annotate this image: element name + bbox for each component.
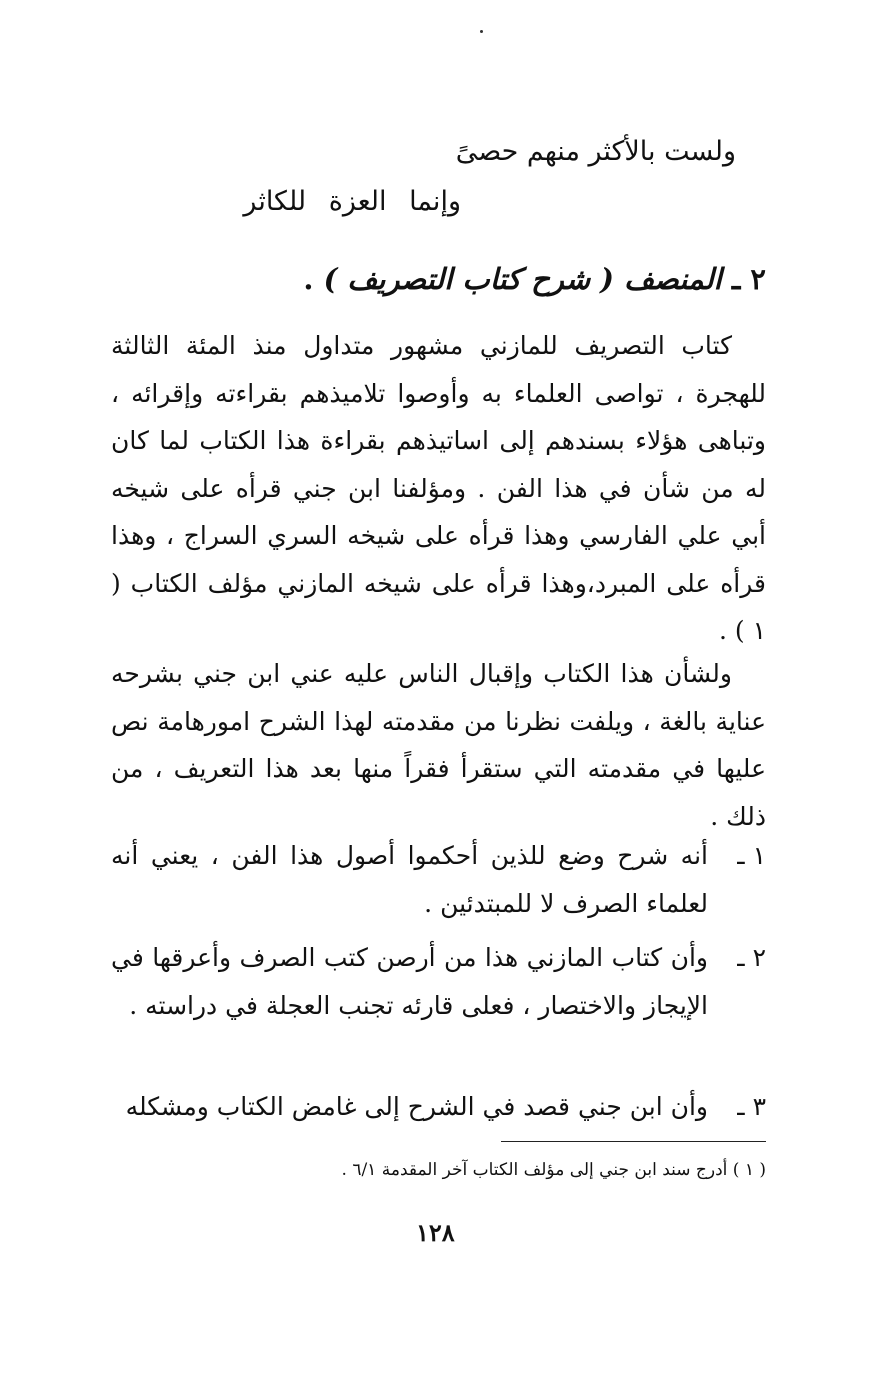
list-item	[111, 832, 766, 927]
footnote-divider	[501, 1141, 766, 1142]
list-item	[111, 1083, 766, 1131]
footnote: ( ١ ) أدرج سند ابن جني إلى مؤلف الكتاب آخر المقدمة ٦/١ .	[341, 1160, 766, 1180]
section-number: ٢ ـ	[731, 262, 766, 296]
verse-line-2: وإنما العزة للكاثر	[243, 186, 461, 217]
list-item-number: ١ ـ	[737, 841, 766, 870]
list-item	[111, 934, 766, 1029]
paragraph-2: ولشأن هذا الكتاب وإقبال الناس عليه عني ابن جني بشرحه عناية بالغة ، ويلفت نظرنا من مقدمته لهذا الشرح امورهامة نص عليها في مقدمته التي ستقرأ فقراً منها بعد هذا التعريف ، من ذلك .	[111, 659, 766, 831]
section-heading	[303, 262, 766, 296]
section-end-dot: .	[303, 262, 314, 296]
list-item-number: ٣ ـ	[737, 1092, 766, 1121]
list-item-text: وأن كتاب المازني هذا من أرصن كتب الصرف وأعرقها في الإيجاز والاختصار ، فعلى قارئه تجنب العجلة في دراسته .	[111, 943, 708, 1020]
verse-line-1: ولست بالأكثر منهم حصىً	[455, 136, 736, 167]
print-speck	[480, 30, 483, 33]
list-item-text: أنه شرح وضع للذين أحكموا أصول هذا الفن ، يعني أنه لعلماء الصرف لا للمبتدئين .	[111, 841, 708, 918]
list-item-number: ٢ ـ	[737, 943, 766, 972]
paragraph-1: كتاب التصريف للمازني مشهور متداول منذ المئة الثالثة للهجرة ، تواصى العلماء به وأوصوا تلاميذهم بقراءته وإقرائه ، وتباهى هؤلاء بسندهم إلى اساتيذهم بقراءة هذا الكتاب لما كان له من شأن في هذا الفن . ومؤلفنا ابن جني قرأه على شيخه أبي علي الفارسي وهذا قرأه على شيخه السري السراج ، وهذا قرأه على المبرد،وهذا قرأه على شيخه المازني مؤلف الكتاب ( ١ ) .	[111, 331, 766, 645]
page-number: ١٢٨	[416, 1218, 455, 1247]
list-item-text: وأن ابن جني قصد في الشرح إلى غامض الكتاب ومشكله	[125, 1092, 708, 1121]
section-name: المنصف	[624, 262, 722, 296]
section-subtitle: ( شرح كتاب التصريف )	[323, 262, 615, 296]
